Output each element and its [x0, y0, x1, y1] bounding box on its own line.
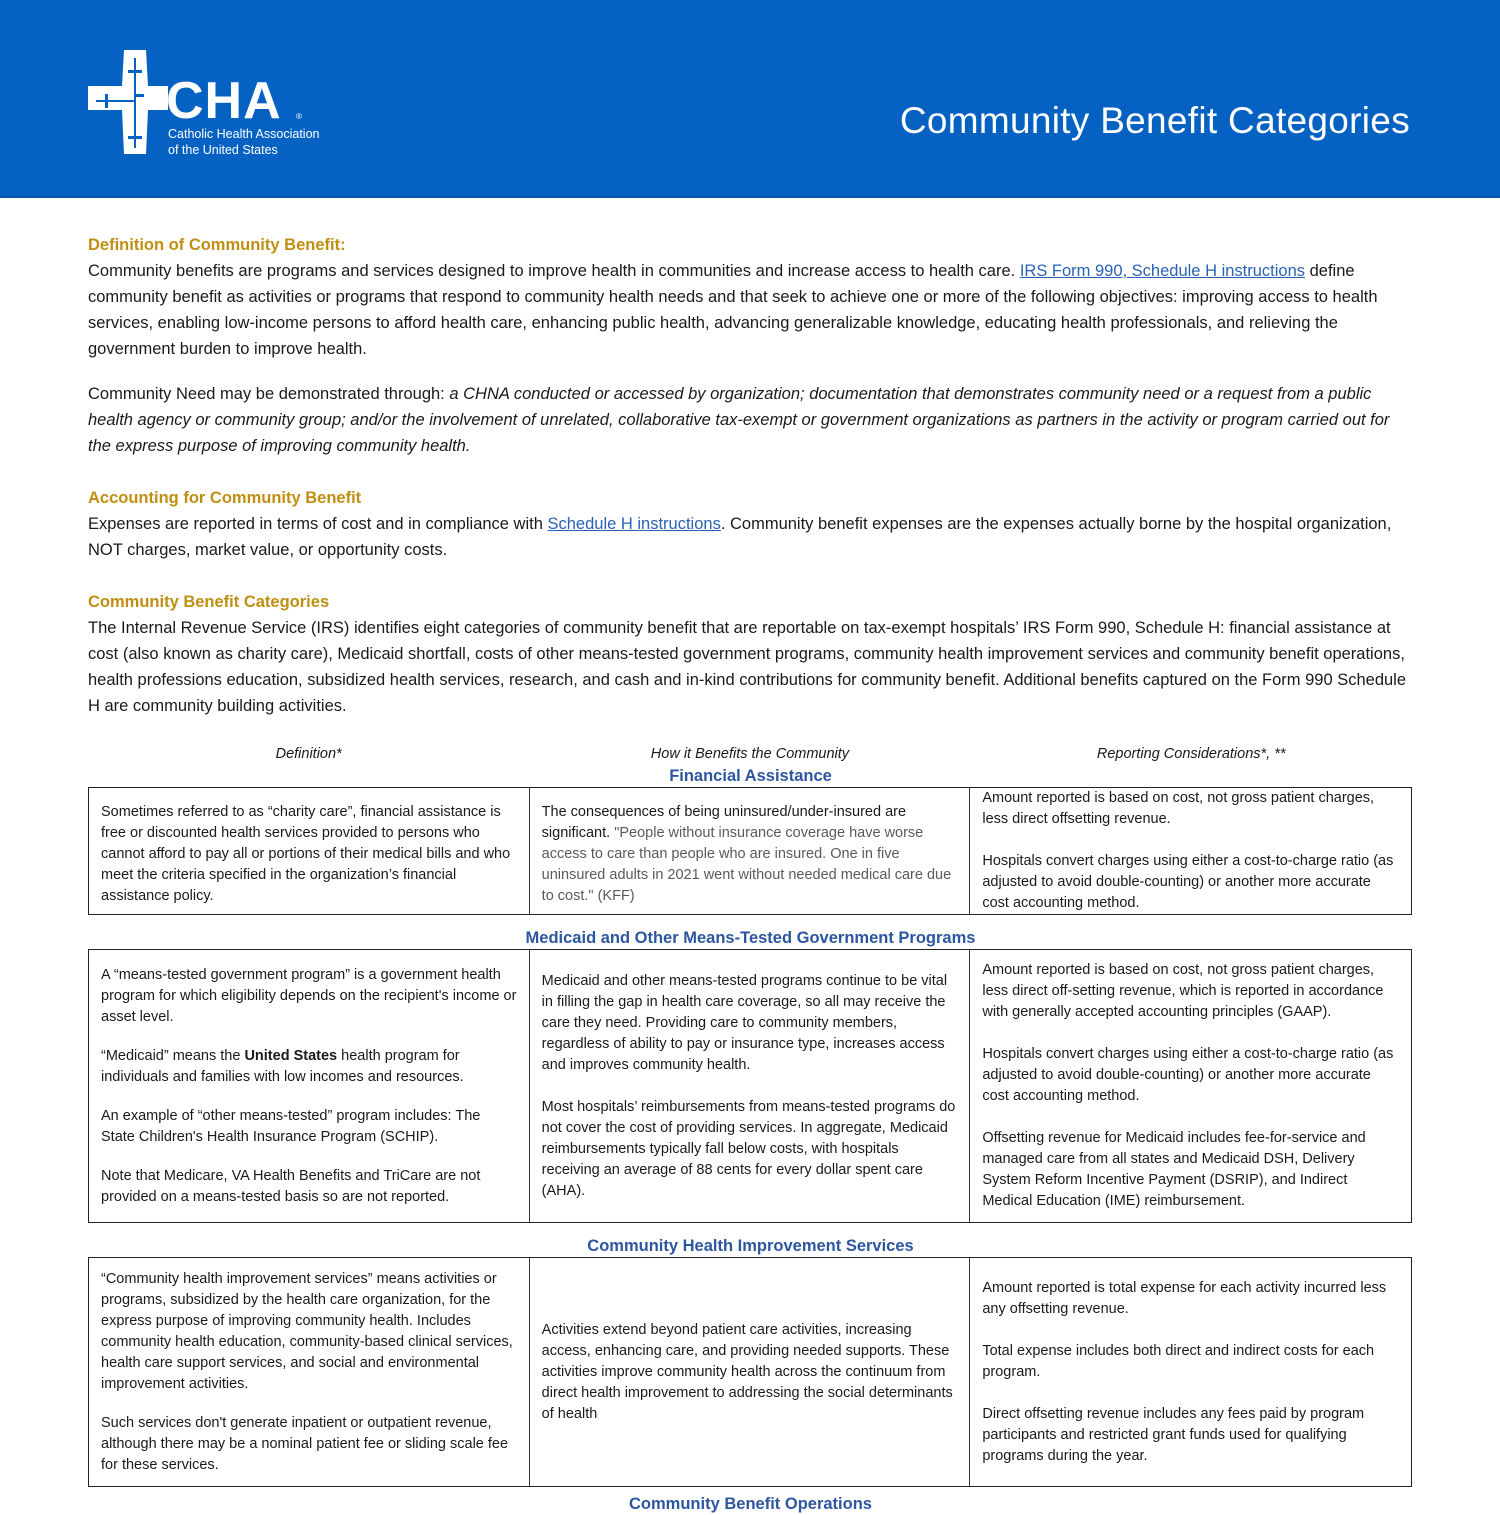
- definition-text: Note that Medicare, VA Health Benefits and TriCare are not provided on a means-tested basis so are not reported.: [101, 1167, 481, 1205]
- benefit-text: Most hospitals’ reimbursements from means-tested programs do not cover the cost of providing services. In aggregate, Medicaid reimbursements typically fall below costs, with hospitals receiving an average of 88 cents for every dollar spent care (AHA).: [541, 1098, 956, 1199]
- logo-wordmark: CHA: [166, 72, 282, 130]
- benefit-text: Activities extend beyond patient care activities, increasing access, enhancing care, and providing needed supports. These activities improve community health across the continuum from direct health improvement to addressing the social determinants of health: [541, 1321, 953, 1422]
- accounting-paragraph: [88, 511, 1413, 563]
- definition-paragraph: [88, 258, 1413, 362]
- definition-text-2: define community benefit as activities or programs that respond to community health needs and that seek to achieve one or more of the following objectives: improving access to health services, enabling low-income persons to afford health care, enhancing public health, advancing generalizable knowledge, educating health professionals, and relieving the government burden to improve health.: [88, 262, 1378, 358]
- reporting-cell: [970, 788, 1411, 914]
- definition-cell: [89, 950, 530, 1222]
- schedule-h-instructions-link[interactable]: Schedule H instructions: [547, 515, 721, 533]
- definition-text: Such services don't generate inpatient or outpatient revenue, although there may be a nominal patient fee or sliding scale fee for these services.: [101, 1414, 509, 1473]
- definition-bold: United States: [244, 1047, 338, 1064]
- reporting-cell: [970, 950, 1411, 1222]
- column-header-definition: Definition*: [275, 746, 342, 762]
- definition-heading: Definition of Community Benefit:: [88, 236, 346, 254]
- category-row: [88, 949, 1412, 1223]
- benefit-cell: [530, 950, 971, 1222]
- category-row: [88, 787, 1412, 915]
- reporting-text: Amount reported is based on cost, not gross patient charges, less direct offsetting revenue.: [982, 790, 1375, 827]
- column-header-reporting: Reporting Considerations*, **: [1096, 746, 1286, 762]
- logo-line-1: Catholic Health Association: [168, 127, 320, 141]
- categories-heading: Community Benefit Categories: [88, 593, 330, 611]
- definition-cell: [89, 1258, 530, 1486]
- definition-fragment: “Medicaid” means the: [101, 1047, 245, 1064]
- benefit-text: Medicaid and other means-tested programs continue to be vital in filling the gap in health care coverage, so all may receive the care they need. Providing care to community members, regardless of ability to pay or insurance type, increases access and improves community health.: [541, 972, 948, 1073]
- reporting-text: Amount reported is total expense for each activity incurred less any offsetting revenue.: [982, 1279, 1387, 1317]
- benefit-cell: [530, 788, 971, 914]
- definition-text: “Community health improvement services” means activities or programs, subsidized by the health care organization, for the express purpose of improving community health. Includes community health education, community-based clinical services, health care support services, and social and environmental improvement activities.: [101, 1270, 513, 1392]
- category-medicaid: [88, 927, 1413, 1223]
- definition-text: An example of “other means-tested” program includes: The State Children's Health Insurance Program (SCHIP).: [101, 1107, 481, 1145]
- category-financial-assistance: [88, 765, 1413, 915]
- page-title: Community Benefit Categories: [899, 100, 1410, 141]
- cross-icon: [88, 50, 168, 158]
- reporting-text: Hospitals convert charges using either a cost-to-charge ratio (as adjusted to avoid double-counting) or another more accurate cost accounting method.: [982, 1046, 1394, 1104]
- definition-text: [101, 1046, 517, 1088]
- reporting-cell: [970, 1258, 1411, 1486]
- categories-paragraph: The Internal Revenue Service (IRS) identifies eight categories of community benefit that are reportable on tax-exempt hospitals’ IRS Form 990, Schedule H: financial assistance at cost (also known as charity care), Medicaid shortfall, costs of other means-tested government programs, community health improvement services and community benefit operations, health professions education, subsidized health services, research, and cash and in-kind contributions for community benefit. Additional benefits captured on the Form 990 Schedule H are community building activities.: [88, 619, 1407, 715]
- next-category-title: Community Benefit Operations: [629, 1495, 872, 1513]
- category-title: Financial Assistance: [669, 767, 832, 785]
- document-body: [88, 232, 1413, 1513]
- registered-mark: ®: [296, 112, 302, 121]
- accounting-text-2: . Community benefit expenses are the expenses actually borne by the hospital organization, NOT charges, market value, or opportunity costs.: [88, 515, 1392, 559]
- benefit-cell: [530, 1258, 971, 1486]
- community-need-paragraph: [88, 381, 1413, 459]
- definition-text: A “means-tested government program” is a government health program for which eligibility depends on the recipient's income or asset level.: [101, 966, 517, 1025]
- logo-line-2: of the United States: [168, 143, 278, 157]
- logo-org-name: [168, 126, 319, 158]
- need-intro: Community Need may be demonstrated through:: [88, 385, 450, 403]
- category-community-health-improvement: [88, 1235, 1413, 1487]
- definition-fragment: health program for individuals and families with low incomes and resources.: [101, 1047, 464, 1085]
- definition-text: Sometimes referred to as “charity care”, financial assistance is free or discounted health services provided to persons who cannot afford to pay all or portions of their medical bills and who meet the criteria specified in the organization’s financial assistance policy.: [101, 804, 511, 904]
- definition-cell: [89, 788, 530, 914]
- category-title: Community Health Improvement Services: [587, 1237, 914, 1255]
- table-column-headers: [88, 743, 1412, 765]
- benefit-lead: The consequences of being uninsured/under-insured are significant.: [541, 804, 907, 841]
- benefit-quote: "People without insurance coverage have worse access to care than people who are insured. One in five uninsured adults in 2021 went without needed medical care due to cost." (KFF): [541, 825, 952, 904]
- column-header-benefit: How it Benefits the Community: [650, 746, 850, 762]
- accounting-heading: Accounting for Community Benefit: [88, 489, 362, 507]
- definition-text-1: Community benefits are programs and services designed to improve health in communities and increase access to health care.: [88, 262, 1020, 280]
- reporting-text: Total expense includes both direct and indirect costs for each program.: [982, 1342, 1375, 1380]
- benefit-text: [542, 802, 958, 907]
- category-title: Medicaid and Other Means-Tested Government Programs: [525, 929, 976, 947]
- need-criteria: a CHNA conducted or accessed by organization; documentation that demonstrates community need or a request from a public health agency or community group; and/or the involvement of unrelated, collaborative tax-exempt or government organizations as partners in the activity or program carried out for the express purpose of improving community health.: [88, 385, 1390, 455]
- reporting-text: Direct offsetting revenue includes any fees paid by program participants and restricted grant funds used for qualifying programs during the year.: [982, 1405, 1365, 1464]
- accounting-text-1: Expenses are reported in terms of cost and in compliance with: [88, 515, 548, 533]
- page-header: [0, 0, 1500, 198]
- irs-schedule-h-link[interactable]: IRS Form 990, Schedule H instructions: [1019, 262, 1306, 280]
- reporting-text: Offsetting revenue for Medicaid includes fee-for-service and managed care from all states and Medicaid DSH, Delivery System Reform Incentive Payment (DSRIP), and Indirect Medical Education (IME) reimbursement.: [982, 1130, 1366, 1209]
- reporting-text: Hospitals convert charges using either a cost-to-charge ratio (as adjusted to avoid double-counting) or another more accurate cost accounting method.: [982, 853, 1394, 911]
- reporting-text: Amount reported is based on cost, not gross patient charges, less direct off-setting revenue, which is reported in accordance with generally accepted accounting principles (GAAP).: [982, 962, 1384, 1020]
- cha-logo[interactable]: [88, 50, 328, 158]
- category-row: [88, 1257, 1412, 1487]
